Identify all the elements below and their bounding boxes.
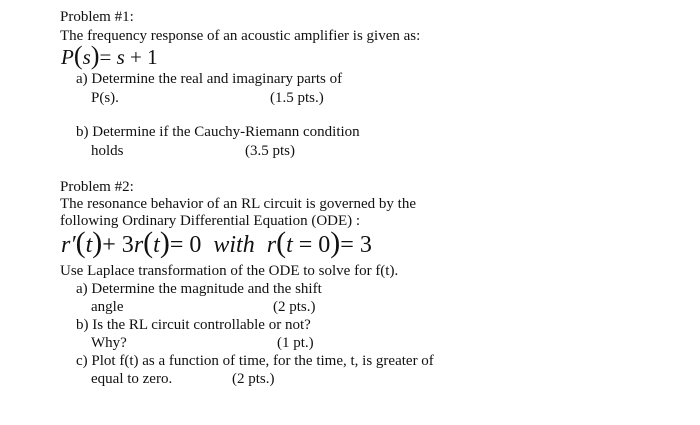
- problem2-equation: [61, 226, 372, 259]
- eq2-term1-func: r′: [61, 232, 76, 258]
- eq2-term1-open: (: [75, 226, 86, 259]
- problem2-part-b-points: (1 pt.): [277, 335, 314, 351]
- eq2-term2-func: r: [133, 232, 144, 258]
- eq1-lhs-open: (: [73, 41, 83, 70]
- problem2-instruction: Use Laplace transformation of the ODE to solve for f(t).: [60, 263, 399, 279]
- eq1-lhs-close: ): [90, 41, 100, 70]
- eq1-lhs-var: s: [82, 45, 91, 69]
- problem2-part-c-line2: equal to zero.: [91, 371, 173, 387]
- problem1-part-a-points: (1.5 pts.): [270, 90, 324, 106]
- eq2-term2-var: t: [153, 232, 160, 258]
- eq1-lhs-func: P: [61, 45, 74, 69]
- problem2-part-b-line1: b) Is the RL circuit controllable or not?: [76, 317, 311, 333]
- problem1-part-a-line2: P(s).: [91, 90, 119, 106]
- problem1-intro: The frequency response of an acoustic amplifier is given as:: [60, 28, 421, 44]
- eq2-term3-eq0: = 0: [292, 232, 331, 258]
- problem2-part-a-line1: a) Determine the magnitude and the shift: [76, 281, 322, 297]
- problem2-part-c-points: (2 pts.): [232, 371, 275, 387]
- eq1-rhs-var: s: [116, 45, 125, 69]
- problem2-part-b-line2: Why?: [91, 335, 127, 351]
- eq2-with: with: [213, 232, 255, 258]
- eq2-term2-open: (: [143, 226, 154, 259]
- eq2-term3-func: r: [266, 232, 277, 258]
- problem1-heading: Problem #1:: [60, 9, 134, 25]
- problem1-part-a-line1: a) Determine the real and imaginary parts of: [76, 71, 343, 87]
- problem1-equation: [61, 41, 158, 70]
- problem1-part-b-line2: holds: [91, 143, 124, 159]
- problem2-heading: Problem #2:: [60, 179, 134, 195]
- problem2-intro-line2: following Ordinary Differential Equation (ODE) :: [60, 213, 361, 229]
- eq2-equals-zero: = 0: [169, 232, 202, 258]
- eq2-plus: + 3: [102, 232, 134, 258]
- problem1-part-b-line1: b) Determine if the Cauchy-Riemann condition: [76, 124, 360, 140]
- problem2-part-a-line2: angle: [91, 299, 124, 315]
- eq1-rhs-rest: + 1: [124, 45, 158, 69]
- eq2-equals-three: = 3: [340, 232, 372, 258]
- problem1-part-b-points: (3.5 pts): [245, 143, 295, 159]
- eq2-term2-close: ): [159, 226, 170, 259]
- eq1-equals: =: [99, 45, 117, 69]
- problem2-part-a-points: (2 pts.): [273, 299, 316, 315]
- eq2-term1-close: ): [92, 226, 103, 259]
- eq2-term3-close: ): [330, 226, 341, 259]
- problem2-intro-line1: The resonance behavior of an RL circuit is governed by the: [60, 196, 416, 212]
- eq2-term3-var: t: [286, 232, 293, 258]
- eq2-term3-open: (: [276, 226, 287, 259]
- problem2-part-c-line1: c) Plot f(t) as a function of time, for the time, t, is greater of: [76, 353, 434, 369]
- eq2-term1-var: t: [85, 232, 93, 258]
